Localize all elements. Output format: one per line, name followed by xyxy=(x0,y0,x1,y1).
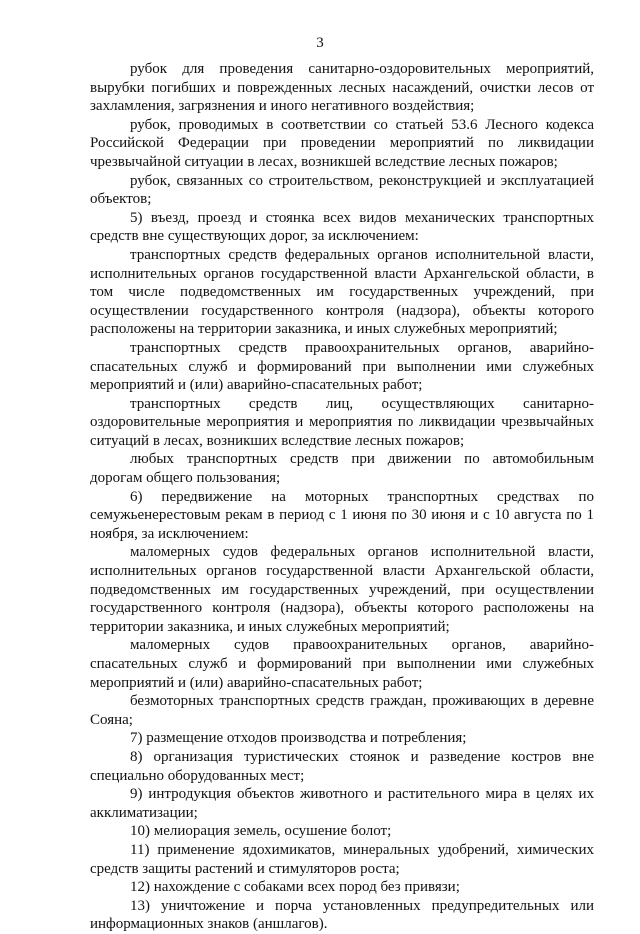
paragraph: рубок, проводимых в соответствии со статьей 53.6 Лесного кодекса Российской Федерации при проведении мероприятий по ликвидации чрезвычайной ситуации в лесах, возникшей вследствие лесных пожаров; xyxy=(90,116,594,170)
paragraph: 8) организация туристических стоянок и разведение костров вне специально оборудованных мест; xyxy=(90,748,594,784)
paragraph: рубок для проведения санитарно-оздоровительных мероприятий, вырубки погибших и поврежденных лесных насаждений, очистки лесов от захламления, загрязнения и иного негативного воздействия; xyxy=(90,61,594,115)
page-number: 3 xyxy=(316,35,324,51)
paragraph: рубок, связанных со строительством, реконструкцией и эксплуатацией объектов; xyxy=(90,172,594,208)
paragraph: транспортных средств федеральных органов исполнительной власти, исполнительных органов государственной власти Архангельской области, в том числе подведомственных им государственных учреждений, при осуществлении государственного контроля (надзора), объекты которого расположены на территории заказника, и иных служебных мероприятий; xyxy=(90,246,594,338)
paragraph: 5) въезд, проезд и стоянка всех видов механических транспортных средств вне существующих дорог, за исключением: xyxy=(90,209,594,245)
paragraph: 6) передвижение на моторных транспортных средствах по семужьенерестовым рекам в период с 1 июня по 30 июня и с 10 августа по 1 ноября, за исключением: xyxy=(90,488,594,542)
paragraph: безмоторных транспортных средств граждан, проживающих в деревне Сояна; xyxy=(90,693,594,728)
paragraph: 12) нахождение с собаками всех пород без привязи; xyxy=(130,879,460,896)
paragraph: маломерных судов правоохранительных органов, аварийно-спасательных служб и формирований при выполнении ими служебных мероприятий и (или) аварийно-спасательных работ; xyxy=(90,637,594,691)
paragraph: 13) уничтожение и порча установленных предупредительных или информационных знаков (аншлагов). xyxy=(90,897,594,933)
paragraph: 11) применение ядохимикатов, минеральных удобрений, химических средств защиты растений и стимуляторов роста; xyxy=(90,841,594,877)
paragraph: маломерных судов федеральных органов исполнительной власти, исполнительных органов государственной власти Архангельской области, подведомственных им государственных учреждений, при осуществлении государственного контроля (надзора), объекты которого расположены на территории заказника, и иных служебных мероприятий; xyxy=(90,544,594,635)
paragraph: транспортных средств правоохранительных органов, аварийно-спасательных служб и формирований при выполнении ими служебных мероприятий и (или) аварийно-спасательных работ; xyxy=(90,339,594,394)
paragraph: 9) интродукция объектов животного и растительного мира в целях их акклиматизации; xyxy=(90,786,594,821)
paragraph: 7) размещение отходов производства и потребления; xyxy=(130,730,467,747)
paragraph: любых транспортных средств при движении по автомобильным дорогам общего пользования; xyxy=(90,451,594,487)
document-body xyxy=(90,60,594,934)
paragraph: транспортных средств лиц, осуществляющих санитарно-оздоровительные мероприятия и мероприятия по ликвидации чрезвычайных ситуаций в лесах, возникших вследствие лесных пожаров; xyxy=(90,395,594,449)
paragraph: 10) мелиорация земель, осушение болот; xyxy=(130,823,392,840)
